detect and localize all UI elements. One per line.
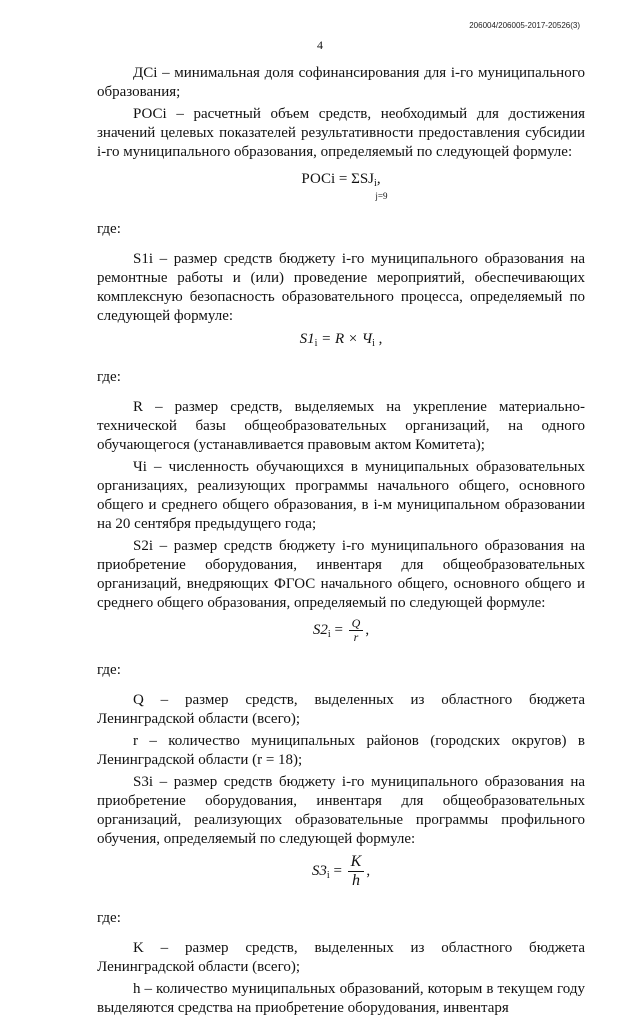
formula-subscript: i bbox=[374, 178, 377, 189]
formula-lhs: РОСi bbox=[301, 171, 336, 187]
where-label: где: bbox=[97, 662, 121, 678]
paragraph: Чi – численность обучающихся в муниципальных образовательных организациях, реализующих программы начального общего, основного общего и среднего общего образования, в i-м муниципальном образовании на 20 сентября предыдущего года; bbox=[97, 459, 585, 532]
formula-equals: = bbox=[338, 171, 348, 187]
formula-subscript: i bbox=[326, 869, 330, 881]
paragraph: S2i – размер средств бюджету i-го муниципального образования на приобретение оборудования, инвентаря для общеобразовательных организаций, внедряющих ФГОС начального общего, основного общего и среднего общего образования, определяемый по следующей формуле: bbox=[97, 538, 585, 611]
formula-fraction bbox=[348, 853, 365, 890]
formula-lhs: S3 bbox=[311, 862, 327, 879]
fraction-denominator: h bbox=[351, 872, 360, 889]
paragraph: K – размер средств, выделенных из областного бюджета Ленинградской области (всего); bbox=[97, 940, 585, 975]
paragraph: h – количество муниципальных образований, которым в текущем году выделяются средства на приобретение оборудования, инвентаря bbox=[97, 981, 585, 1016]
paragraph: Q – размер средств, выделенных из областного бюджета Ленинградской области (всего); bbox=[97, 692, 585, 727]
where-label: где: bbox=[97, 910, 121, 926]
sum-limit: j=9 bbox=[375, 191, 388, 201]
formula-tail: , bbox=[366, 862, 371, 879]
formula-tail: , bbox=[365, 621, 370, 638]
formula-tail: , bbox=[374, 331, 383, 347]
fraction-denominator: r bbox=[353, 630, 359, 644]
fraction-numerator: K bbox=[348, 853, 365, 872]
formula-subscript: i bbox=[372, 338, 375, 349]
formula-tail: , bbox=[376, 171, 381, 187]
formula-equals: = bbox=[334, 621, 343, 638]
formula-s2 bbox=[97, 617, 585, 653]
where-label: где: bbox=[97, 221, 121, 237]
paragraph: ДСi – минимальная доля софинансирования для i-го муниципального образования; bbox=[97, 65, 585, 100]
formula-lhs: S2 bbox=[312, 621, 328, 638]
paragraph: S3i – размер средств бюджету i-го муниципального образования на приобретение оборудования, инвентаря для общеобразовательных организаций, реализующих образовательные программы профильного обучения, определяемый по следующей формуле: bbox=[97, 774, 585, 847]
document-body bbox=[97, 64, 585, 1021]
document-id: 206004/206005-2017-20526(3) bbox=[469, 21, 580, 30]
formula-subscript: i bbox=[314, 338, 318, 349]
formula-ros bbox=[97, 166, 585, 212]
formula-lhs: S1 bbox=[299, 331, 315, 347]
formula-fraction bbox=[349, 617, 364, 644]
paragraph: R – размер средств, выделяемых на укрепление материально-технической базы общеобразовательных организаций, на одного обучающегося (устанавливается правовым актом Комитета); bbox=[97, 399, 585, 453]
formula-rhs: ΣSJ bbox=[351, 171, 375, 187]
paragraph: S1i – размер средств бюджету i-го муниципального образования на ремонтные работы и (или) проведение мероприятий, обеспечивающих комплексную безопасность образовательного процесса, определяемый по следующей формуле: bbox=[97, 251, 585, 324]
formula-s3 bbox=[97, 853, 585, 901]
fraction-numerator: Q bbox=[349, 617, 364, 631]
where-label: где: bbox=[97, 369, 121, 385]
formula-s1 bbox=[97, 330, 585, 360]
formula-equals: = bbox=[333, 862, 342, 879]
formula-rhs: = R × Ч bbox=[321, 331, 373, 347]
page-number: 4 bbox=[317, 38, 323, 52]
formula-subscript: i bbox=[327, 628, 331, 640]
paragraph: r – количество муниципальных районов (городских округов) в Ленинградской области (r = 18); bbox=[97, 733, 585, 768]
paragraph: РОСi – расчетный объем средств, необходимый для достижения значений целевых показателей результативности предоставления субсидии i-го муниципального образования, определяемый по следующей формуле: bbox=[97, 106, 585, 160]
